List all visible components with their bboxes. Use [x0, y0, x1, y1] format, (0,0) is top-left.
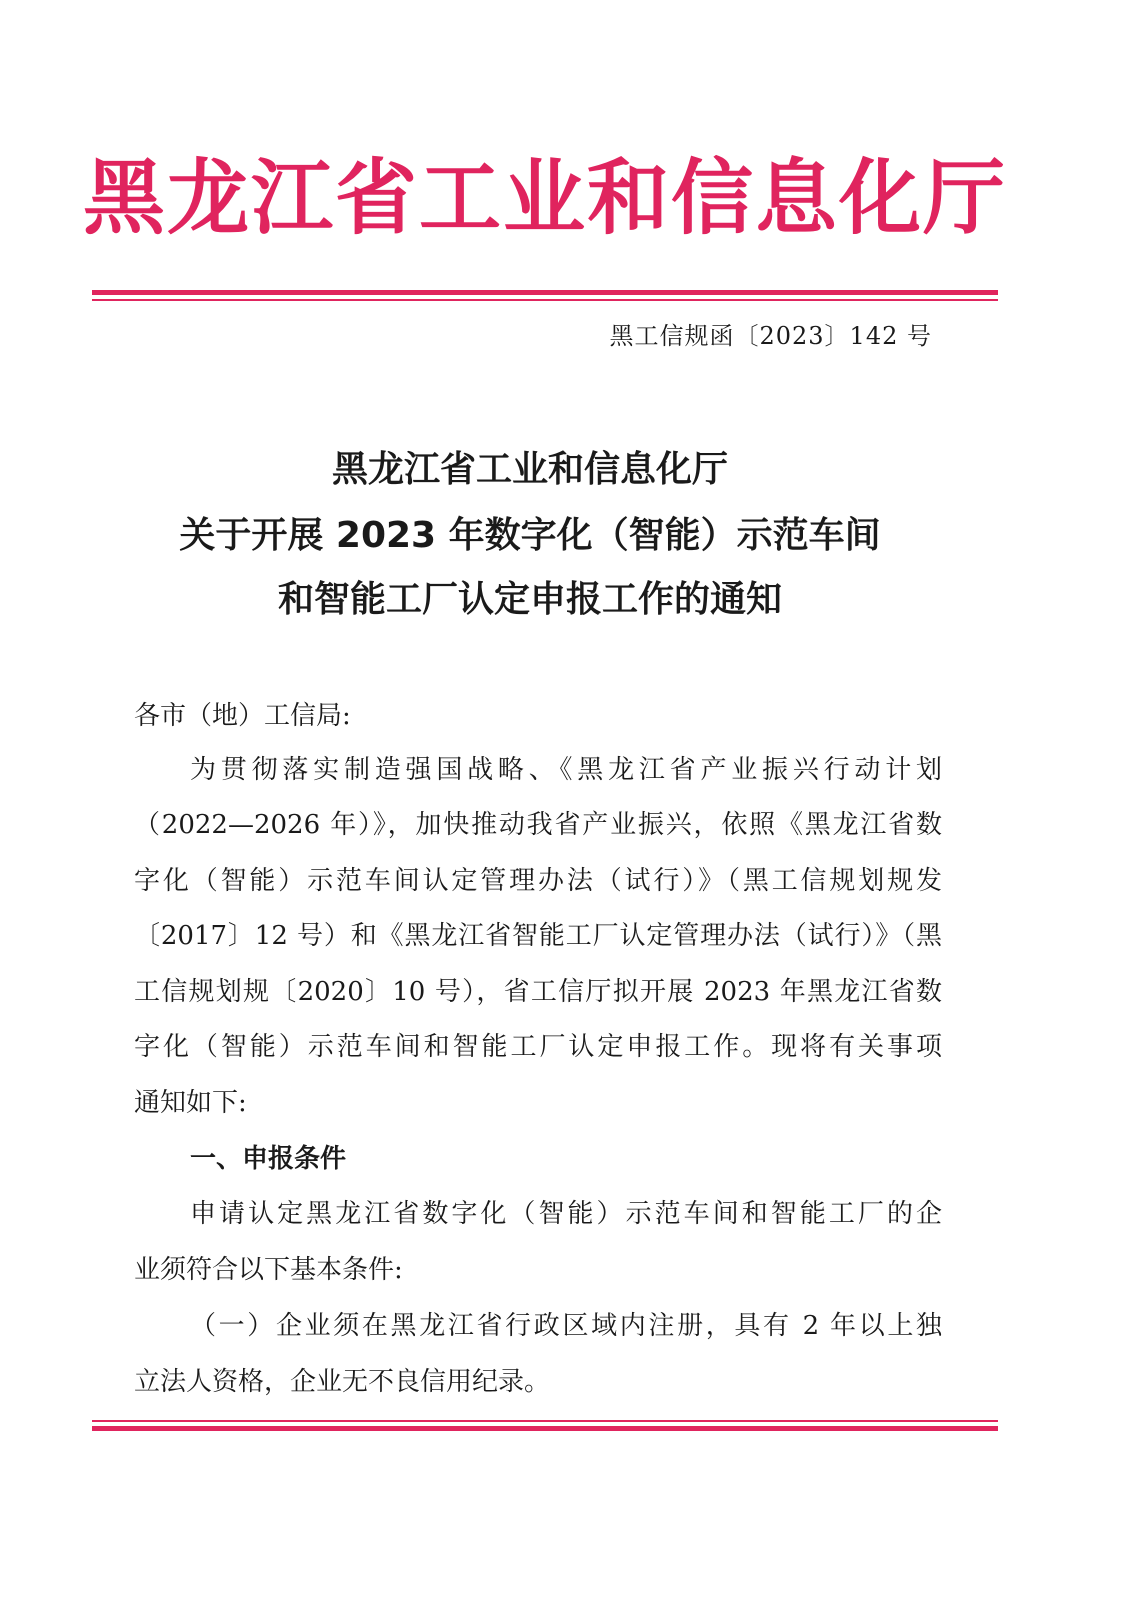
- rule-thin-line: [92, 299, 998, 301]
- footer-red-rule: [92, 1420, 998, 1431]
- paragraph-1-line-4: 〔2017〕12 号）和《黑龙江省智能工厂认定管理办法（试行）》（黑: [134, 921, 942, 951]
- section-1-heading: 一、申报条件: [190, 1144, 347, 1174]
- paragraph-1-line-3: 字化（智能）示范车间认定管理办法（试行）》（黑工信规划规发: [134, 866, 942, 896]
- rule-thick-line: [92, 1426, 998, 1431]
- notice-title-line-1: 黑龙江省工业和信息化厅: [331, 449, 728, 490]
- paragraph-2-line-1: 申请认定黑龙江省数字化（智能）示范车间和智能工厂的企: [190, 1199, 942, 1229]
- notice-title-line-3: 和智能工厂认定申报工作的通知: [277, 579, 782, 620]
- paragraph-3-line-2: 立法人资格，企业无不良信用纪录。: [134, 1367, 551, 1397]
- salutation: 各市（地）工信局:: [134, 701, 351, 731]
- masthead-title: 黑龙江省工业和信息化厅: [82, 150, 1007, 246]
- paragraph-1-line-2: （2022—2026 年）》，加快推动我省产业振兴，依照《黑龙江省数: [134, 810, 942, 840]
- paragraph-1-line-5: 工信规划规〔2020〕10 号），省工信厅拟开展 2023 年黑龙江省数: [134, 977, 942, 1007]
- paragraph-1-line-1: 为贯彻落实制造强国战略、《黑龙江省产业振兴行动计划: [190, 755, 942, 785]
- paragraph-2-line-2: 业须符合以下基本条件:: [134, 1255, 403, 1285]
- paragraph-1-line-6: 字化（智能）示范车间和智能工厂认定申报工作。现将有关事项: [134, 1032, 942, 1062]
- header-red-rule: [92, 290, 998, 301]
- paragraph-1-line-7: 通知如下:: [134, 1088, 247, 1118]
- paragraph-3-line-1: （一）企业须在黑龙江省行政区域内注册，具有 2 年以上独: [190, 1311, 942, 1341]
- document-number: 黑工信规函〔2023〕142 号: [609, 322, 932, 350]
- notice-title-line-2: 关于开展 2023 年数字化（智能）示范车间: [179, 515, 881, 556]
